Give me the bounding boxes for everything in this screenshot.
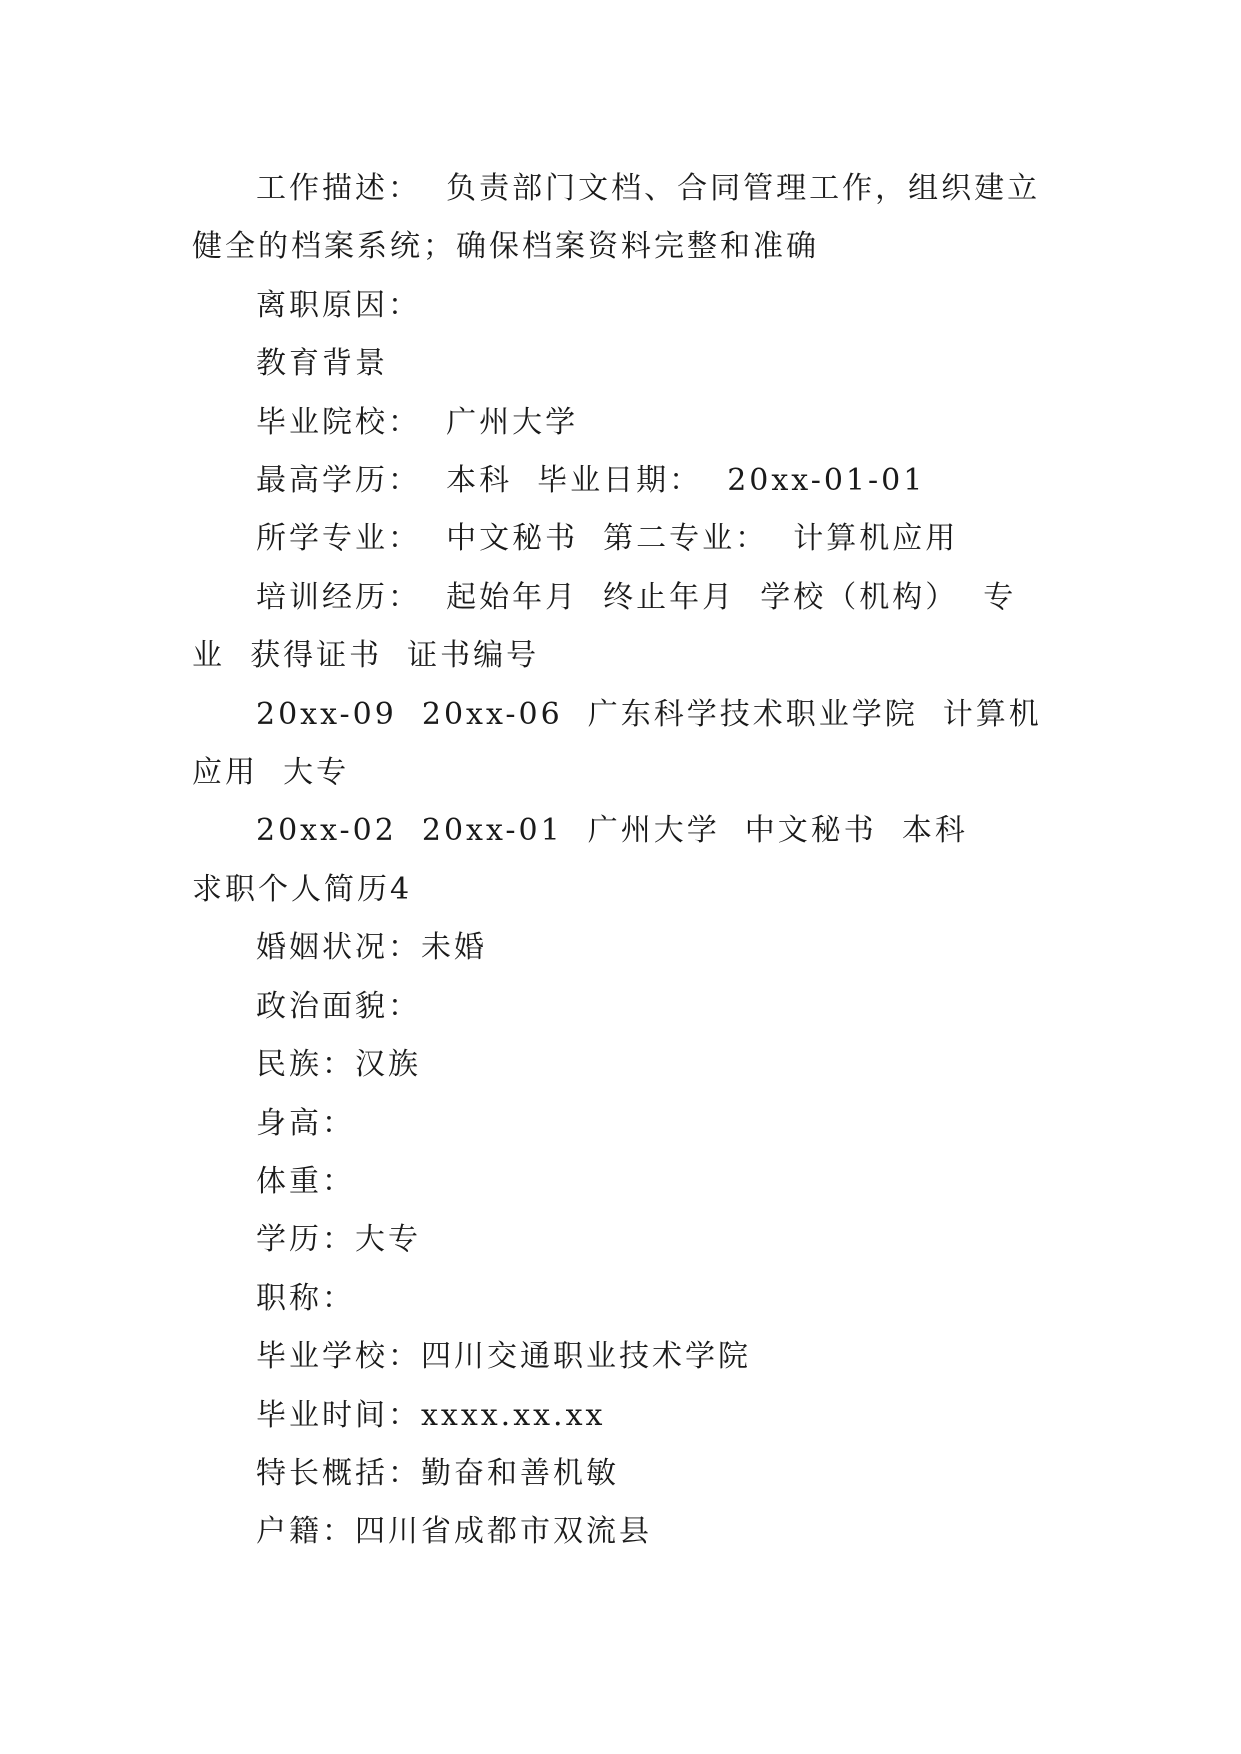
paragraph-political-status: 政治面貌： bbox=[256, 988, 421, 1024]
paragraph-training-row-1: 20xx-09 20xx-06 广东科学技术职业学院 计算机应用 大专 bbox=[192, 696, 1042, 791]
paragraph-graduate-school: 毕业院校： 广州大学 bbox=[256, 404, 579, 440]
paragraph-training-row-2: 20xx-02 20xx-01 广州大学 中文秘书 本科 bbox=[256, 813, 968, 849]
paragraph-leaving-reason: 离职原因： bbox=[256, 287, 421, 323]
paragraph-ethnicity: 民族：汉族 bbox=[256, 1047, 421, 1083]
paragraph-professional-title: 职称： bbox=[256, 1280, 355, 1316]
paragraph-strengths: 特长概括：勤奋和善机敏 bbox=[256, 1455, 619, 1491]
paragraph-major: 所学专业： 中文秘书 第二专业： 计算机应用 bbox=[256, 521, 959, 557]
paragraph-education-level: 学历：大专 bbox=[256, 1222, 421, 1258]
paragraph-graduated-school: 毕业学校：四川交通职业技术学院 bbox=[256, 1339, 751, 1375]
paragraph-household-registration: 户籍：四川省成都市双流县 bbox=[256, 1514, 652, 1550]
paragraph-marital-status: 婚姻状况：未婚 bbox=[256, 930, 487, 966]
paragraph-highest-degree: 最高学历： 本科 毕业日期： 20xx-01-01 bbox=[256, 463, 926, 499]
paragraph-graduation-time: 毕业时间：xxxx.xx.xx bbox=[256, 1397, 606, 1433]
paragraph-weight: 体重： bbox=[256, 1163, 355, 1199]
document-body bbox=[192, 160, 1052, 1562]
section-title: 求职个人简历4 bbox=[192, 871, 413, 907]
paragraph-training-header: 培训经历： 起始年月 终止年月 学校（机构） 专 业 获得证书 证书编号 bbox=[192, 579, 1029, 674]
paragraph-height: 身高： bbox=[256, 1105, 355, 1141]
paragraph-education-heading: 教育背景 bbox=[256, 346, 388, 382]
paragraph-work-description: 工作描述： 负责部门文档、合同管理工作，组织建立健全的档案系统；确保档案资料完整和准确 bbox=[192, 171, 1041, 265]
